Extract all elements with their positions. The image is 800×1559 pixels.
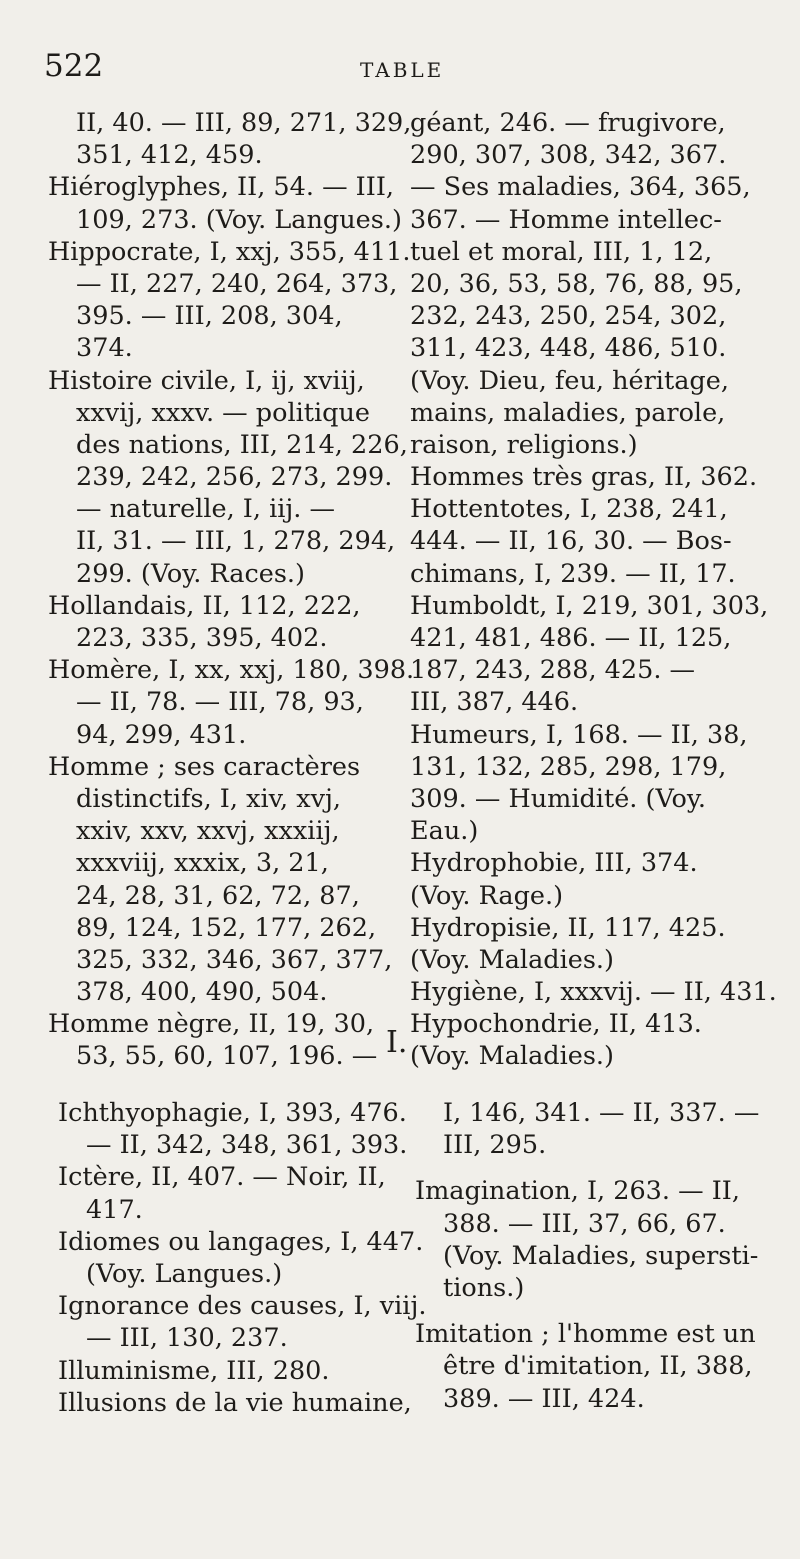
index-line: Hottentotes, I, 238, 241,: [410, 494, 728, 525]
index-line: Homère, I, xx, xxj, 180, 398.: [48, 655, 415, 686]
index-line: Illuminisme, III, 280.: [58, 1355, 330, 1386]
index-line: tions.): [443, 1272, 525, 1303]
index-line: 109, 273. (Voy. Langues.): [76, 204, 402, 235]
index-line: Hommes très gras, II, 362.: [410, 462, 758, 493]
index-line: 239, 242, 256, 273, 299.: [76, 462, 393, 493]
index-line: Hypochondrie, II, 413.: [410, 1009, 702, 1040]
index-line: — II, 227, 240, 264, 373,: [76, 268, 398, 299]
index-column-right-top: [410, 107, 777, 1073]
index-line: Ignorance des causes, I, viij.: [58, 1291, 427, 1322]
index-line: — II, 342, 348, 361, 393.: [86, 1130, 408, 1161]
index-line: 232, 243, 250, 254, 302,: [410, 301, 727, 332]
index-line: 94, 299, 431.: [76, 719, 247, 750]
index-column-left-top: [48, 107, 415, 1073]
index-line: 24, 28, 31, 62, 72, 87,: [76, 880, 360, 911]
index-line: 417.: [86, 1194, 143, 1225]
index-line: 53, 55, 60, 107, 196. —: [76, 1041, 378, 1072]
index-line: 299. (Voy. Races.): [76, 558, 305, 589]
index-line: Ichthyophagie, I, 393, 476.: [58, 1098, 407, 1128]
index-line: 20, 36, 53, 58, 76, 88, 95,: [410, 268, 743, 299]
index-line: être d'imitation, II, 388,: [443, 1351, 753, 1382]
index-line: Ictère, II, 407. — Noir, II,: [58, 1162, 386, 1193]
index-line: 311, 423, 448, 486, 510.: [410, 333, 727, 364]
index-line: II, 40. — III, 89, 271, 329,: [76, 108, 412, 138]
index-line: (Voy. Dieu, feu, héritage,: [410, 365, 729, 396]
index-line: — Ses maladies, 364, 365,: [410, 172, 751, 203]
index-column-right-bottom: [415, 1097, 763, 1415]
index-gap: [415, 1161, 763, 1175]
index-line: Hygiène, I, xxxvij. — II, 431.: [410, 977, 777, 1008]
index-line: Hydropisie, II, 117, 425.: [410, 912, 726, 943]
index-line: Hollandais, II, 112, 222,: [48, 590, 361, 621]
index-line: Hippocrate, I, xxj, 355, 411.: [48, 236, 411, 267]
index-line: xxxviij, xxxix, 3, 21,: [76, 848, 329, 879]
index-line: des nations, III, 214, 226,: [76, 429, 408, 460]
index-line: 89, 124, 152, 177, 262,: [76, 912, 377, 943]
index-line: mains, maladies, parole,: [410, 397, 726, 428]
index-line: Imitation ; l'homme est un: [415, 1319, 756, 1350]
index-line: I, 146, 341. — II, 337. —: [443, 1098, 760, 1128]
index-line: III, 295.: [443, 1130, 547, 1161]
index-line: xxvij, xxxv. — politique: [76, 397, 371, 428]
index-line: — naturelle, I, iij. —: [76, 494, 336, 525]
index-line: 395. — III, 208, 304,: [76, 301, 343, 332]
index-line: 389. — III, 424.: [443, 1383, 645, 1414]
index-line: 187, 243, 288, 425. —: [410, 655, 696, 686]
index-line: 367. — Homme intellec-: [410, 204, 722, 235]
index-line: Humeurs, I, 168. — II, 38,: [410, 719, 748, 750]
index-line: Hydrophobie, III, 374.: [410, 848, 698, 879]
index-line: 290, 307, 308, 342, 367.: [410, 140, 727, 171]
index-line: Homme nègre, II, 19, 30,: [48, 1009, 375, 1040]
index-line: 444. — II, 16, 30. — Bos-: [410, 526, 732, 557]
section-letter: I.: [386, 1025, 408, 1060]
index-line: 421, 481, 486. — II, 125,: [410, 623, 732, 653]
index-gap: [415, 1304, 763, 1318]
index-line: 131, 132, 285, 298, 179,: [410, 751, 727, 782]
index-line: 374.: [76, 333, 133, 364]
index-line: 378, 400, 490, 504.: [76, 977, 328, 1008]
index-line: Homme ; ses caractères: [48, 751, 361, 782]
index-line: 325, 332, 346, 367, 377,: [76, 944, 393, 975]
index-line: (Voy. Maladies.): [410, 1041, 614, 1072]
index-line: tuel et moral, III, 1, 12,: [410, 236, 713, 267]
index-line: — II, 78. — III, 78, 93,: [76, 687, 364, 718]
index-line: 223, 335, 395, 402.: [76, 623, 328, 653]
index-line: chimans, I, 239. — II, 17.: [410, 558, 736, 589]
index-line: Imagination, I, 263. — II,: [415, 1176, 740, 1207]
index-line: (Voy. Maladies, supersti-: [443, 1240, 759, 1271]
index-column-left-bottom: [58, 1097, 427, 1419]
index-line: Histoire civile, I, ij, xviij,: [48, 365, 365, 396]
index-line: — III, 130, 237.: [86, 1323, 288, 1354]
index-line: Hiéroglyphes, II, 54. — III,: [48, 172, 394, 203]
index-line: xxiv, xxv, xxvj, xxxiij,: [76, 816, 340, 847]
index-line: raison, religions.): [410, 429, 638, 460]
index-line: II, 31. — III, 1, 278, 294,: [76, 526, 396, 557]
index-line: Idiomes ou langages, I, 447.: [58, 1226, 424, 1257]
index-line: III, 387, 446.: [410, 687, 579, 718]
index-line: 351, 412, 459.: [76, 140, 263, 171]
index-line: (Voy. Langues.): [86, 1258, 283, 1289]
index-line: Illusions de la vie humaine,: [58, 1387, 412, 1418]
page-number: 522: [44, 48, 104, 84]
index-line: géant, 246. — frugivore,: [410, 108, 726, 138]
index-line: Humboldt, I, 219, 301, 303,: [410, 590, 769, 621]
index-line: (Voy. Maladies.): [410, 944, 614, 975]
index-line: distinctifs, I, xiv, xvj,: [76, 783, 342, 814]
index-line: (Voy. Rage.): [410, 880, 564, 911]
index-line: 309. — Humidité. (Voy.: [410, 783, 707, 814]
running-title: TABLE: [360, 58, 445, 82]
index-line: Eau.): [410, 816, 479, 847]
index-line: 388. — III, 37, 66, 67.: [443, 1208, 726, 1239]
